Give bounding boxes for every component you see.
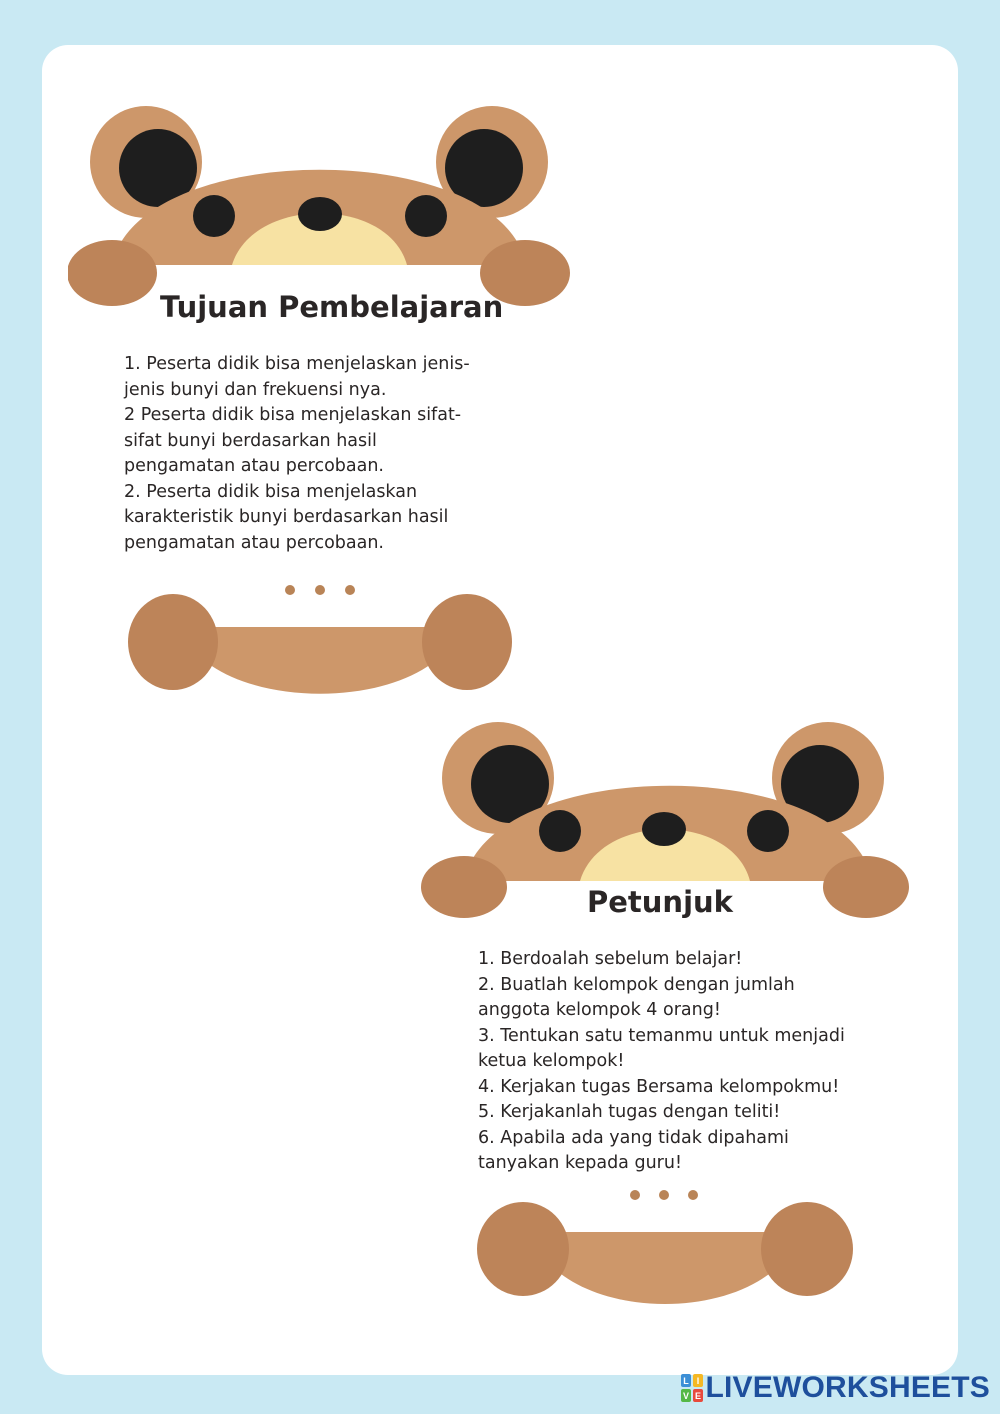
list-item: pengamatan atau percobaan. (124, 532, 384, 553)
bear-paw-right (761, 1202, 853, 1296)
list-item: tanyakan kepada guru! (478, 1153, 682, 1173)
bear-paw-right (422, 594, 512, 690)
bear-nose (298, 197, 342, 231)
list-item: anggota kelompok 4 orang! (478, 1000, 721, 1020)
logo-letter: V (682, 1391, 689, 1401)
bear-belly (530, 1232, 800, 1304)
bear-paw-left (421, 856, 507, 918)
dot-icon (659, 1190, 669, 1200)
liveworksheets-logo-icon (681, 1374, 703, 1402)
section-title-tujuan: Tujuan Pembelajaran (160, 290, 504, 324)
bear-nose (642, 812, 686, 846)
bear-eye-left (539, 810, 581, 852)
bear-head-top-decoration (68, 98, 572, 308)
list-item: 1. Berdoalah sebelum belajar! (478, 949, 743, 969)
logo-letter: E (694, 1391, 701, 1401)
bear-paw-left (128, 594, 218, 690)
bear-eye-left (193, 195, 235, 237)
section-title-petunjuk: Petunjuk (587, 885, 733, 919)
bear-eye-right (405, 195, 447, 237)
liveworksheets-brand (681, 1370, 991, 1406)
list-item: sifat bunyi berdasarkan hasil (124, 430, 377, 451)
bear-paw-right (823, 856, 909, 918)
dot-icon (630, 1190, 640, 1200)
list-item: karakteristik bunyi berdasarkan hasil (124, 507, 449, 527)
list-item: 5. Kerjakanlah tugas dengan teliti! (478, 1102, 781, 1122)
dot-icon (345, 585, 355, 595)
list-item: ketua kelompok! (478, 1051, 625, 1071)
dot-icon (688, 1190, 698, 1200)
tujuan-list (124, 352, 470, 556)
list-item: 4. Kerjakan tugas Bersama kelompokmu! (478, 1076, 840, 1097)
list-item: 2. Peserta didik bisa menjelaskan (124, 481, 418, 502)
dot-icon (315, 585, 325, 595)
brand-name: LIVEWORKSHEETS (705, 1371, 990, 1404)
bear-paw-left (477, 1202, 569, 1296)
bear-body-bottom-decoration (120, 578, 520, 706)
list-item: 3. Tentukan satu temanmu untuk menjadi (478, 1025, 845, 1046)
dot-icon (285, 585, 295, 595)
list-item: 2 Peserta didik bisa menjelaskan sifat- (124, 405, 462, 425)
bear-body-bottom-decoration (470, 1183, 860, 1311)
list-item: 1. Peserta didik bisa menjelaskan jenis- (124, 354, 470, 374)
logo-letter: L (682, 1376, 689, 1386)
list-item: 2. Buatlah kelompok dengan jumlah (478, 974, 795, 995)
petunjuk-list (478, 947, 845, 1177)
list-item: jenis bunyi dan frekuensi nya. (124, 379, 387, 400)
bear-eye-right (747, 810, 789, 852)
bear-paw-left (68, 240, 157, 306)
list-item: 6. Apabila ada yang tidak dipahami (478, 1127, 789, 1148)
list-item: pengamatan atau percobaan. (124, 456, 384, 476)
bear-belly (180, 627, 460, 694)
logo-letter: I (696, 1376, 699, 1386)
